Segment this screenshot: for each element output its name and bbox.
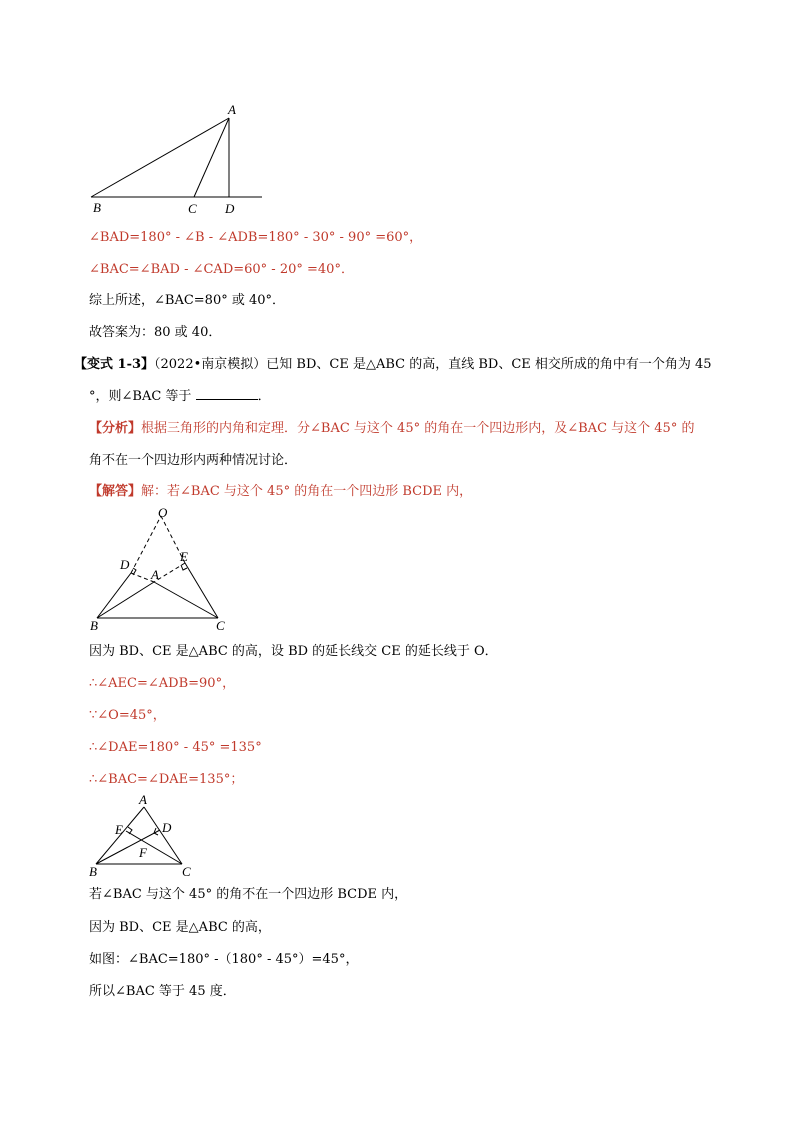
eq-bad: ∠BAD=180° - ∠B - ∠ADB=180° - 30° - 90° =60°， <box>89 230 423 245</box>
label-d2: D <box>120 557 130 572</box>
solution-tag: 【解答】 <box>89 484 142 499</box>
label-b: B <box>93 200 101 215</box>
label-c3: C <box>182 864 191 879</box>
label-c2: C <box>216 618 225 633</box>
segment-ce3 <box>126 831 182 864</box>
step-1: 因为 BD、CE 是△ABC 的高，设 BD 的延长线交 CE 的延长线于 O． <box>89 644 498 659</box>
eq-bac: ∠BAC=∠BAD - ∠CAD=60° - 20° =40°． <box>89 262 354 277</box>
problem-tag: 【变式 1-3】 <box>74 357 155 372</box>
problem-text-2a: °，则∠BAC 等于 <box>89 389 192 404</box>
label-a3: A <box>139 792 147 807</box>
segment-bd3 <box>96 830 160 864</box>
case2-line-1: 若∠BAC 与这个 45° 的角不在一个四边形 BCDE 内， <box>89 887 408 902</box>
analysis-text-1: 根据三角形的内角和定理．分∠BAC 与这个 45° 的角在一个四边形内，及∠BAC 与这个 45° 的 <box>141 421 695 436</box>
analysis-line-2: 角不在一个四边形内两种情况讨论． <box>89 453 298 468</box>
case2-line-2: 因为 BD、CE 是△ABC 的高， <box>89 920 271 935</box>
label-f3: F <box>139 845 147 860</box>
label-o: O <box>158 505 168 520</box>
label-d3: D <box>162 820 172 835</box>
answer-line: 故答案为：80 或 40． <box>89 325 222 340</box>
label-b3: B <box>89 864 97 879</box>
label-d: D <box>225 201 235 216</box>
step-4: ∴∠DAE=180° - 45° =135° <box>89 740 262 755</box>
label-a2: A <box>151 567 159 582</box>
case2-line-3: 如图：∠BAC=180° -（180° - 45°）=45°， <box>89 952 359 967</box>
summary-line: 综上所述，∠BAC=80° 或 40°． <box>89 293 286 308</box>
case2-line-4: 所以∠BAC 等于 45 度． <box>89 984 236 999</box>
step-2: ∴∠AEC=∠ADB=90°， <box>89 676 236 691</box>
analysis-tag: 【分析】 <box>89 421 142 436</box>
step-3: ∵∠O=45°， <box>89 708 166 723</box>
label-c: C <box>188 201 197 216</box>
label-a: A <box>228 102 236 117</box>
label-e3: E <box>115 822 123 837</box>
label-e2: E <box>180 549 188 564</box>
step-5: ∴∠BAC=∠DAE=135°； <box>89 772 244 787</box>
solution-text-1: 解：若∠BAC 与这个 45° 的角在一个四边形 BCDE 内， <box>141 484 473 499</box>
problem-text-2b: ． <box>257 389 271 404</box>
problem-source: （2022•南京模拟） <box>154 357 267 372</box>
label-b2: B <box>90 618 98 633</box>
problem-text-1: 已知 BD、CE 是△ABC 的高，直线 BD、CE 相交所成的角中有一个角为 45 <box>266 357 712 372</box>
